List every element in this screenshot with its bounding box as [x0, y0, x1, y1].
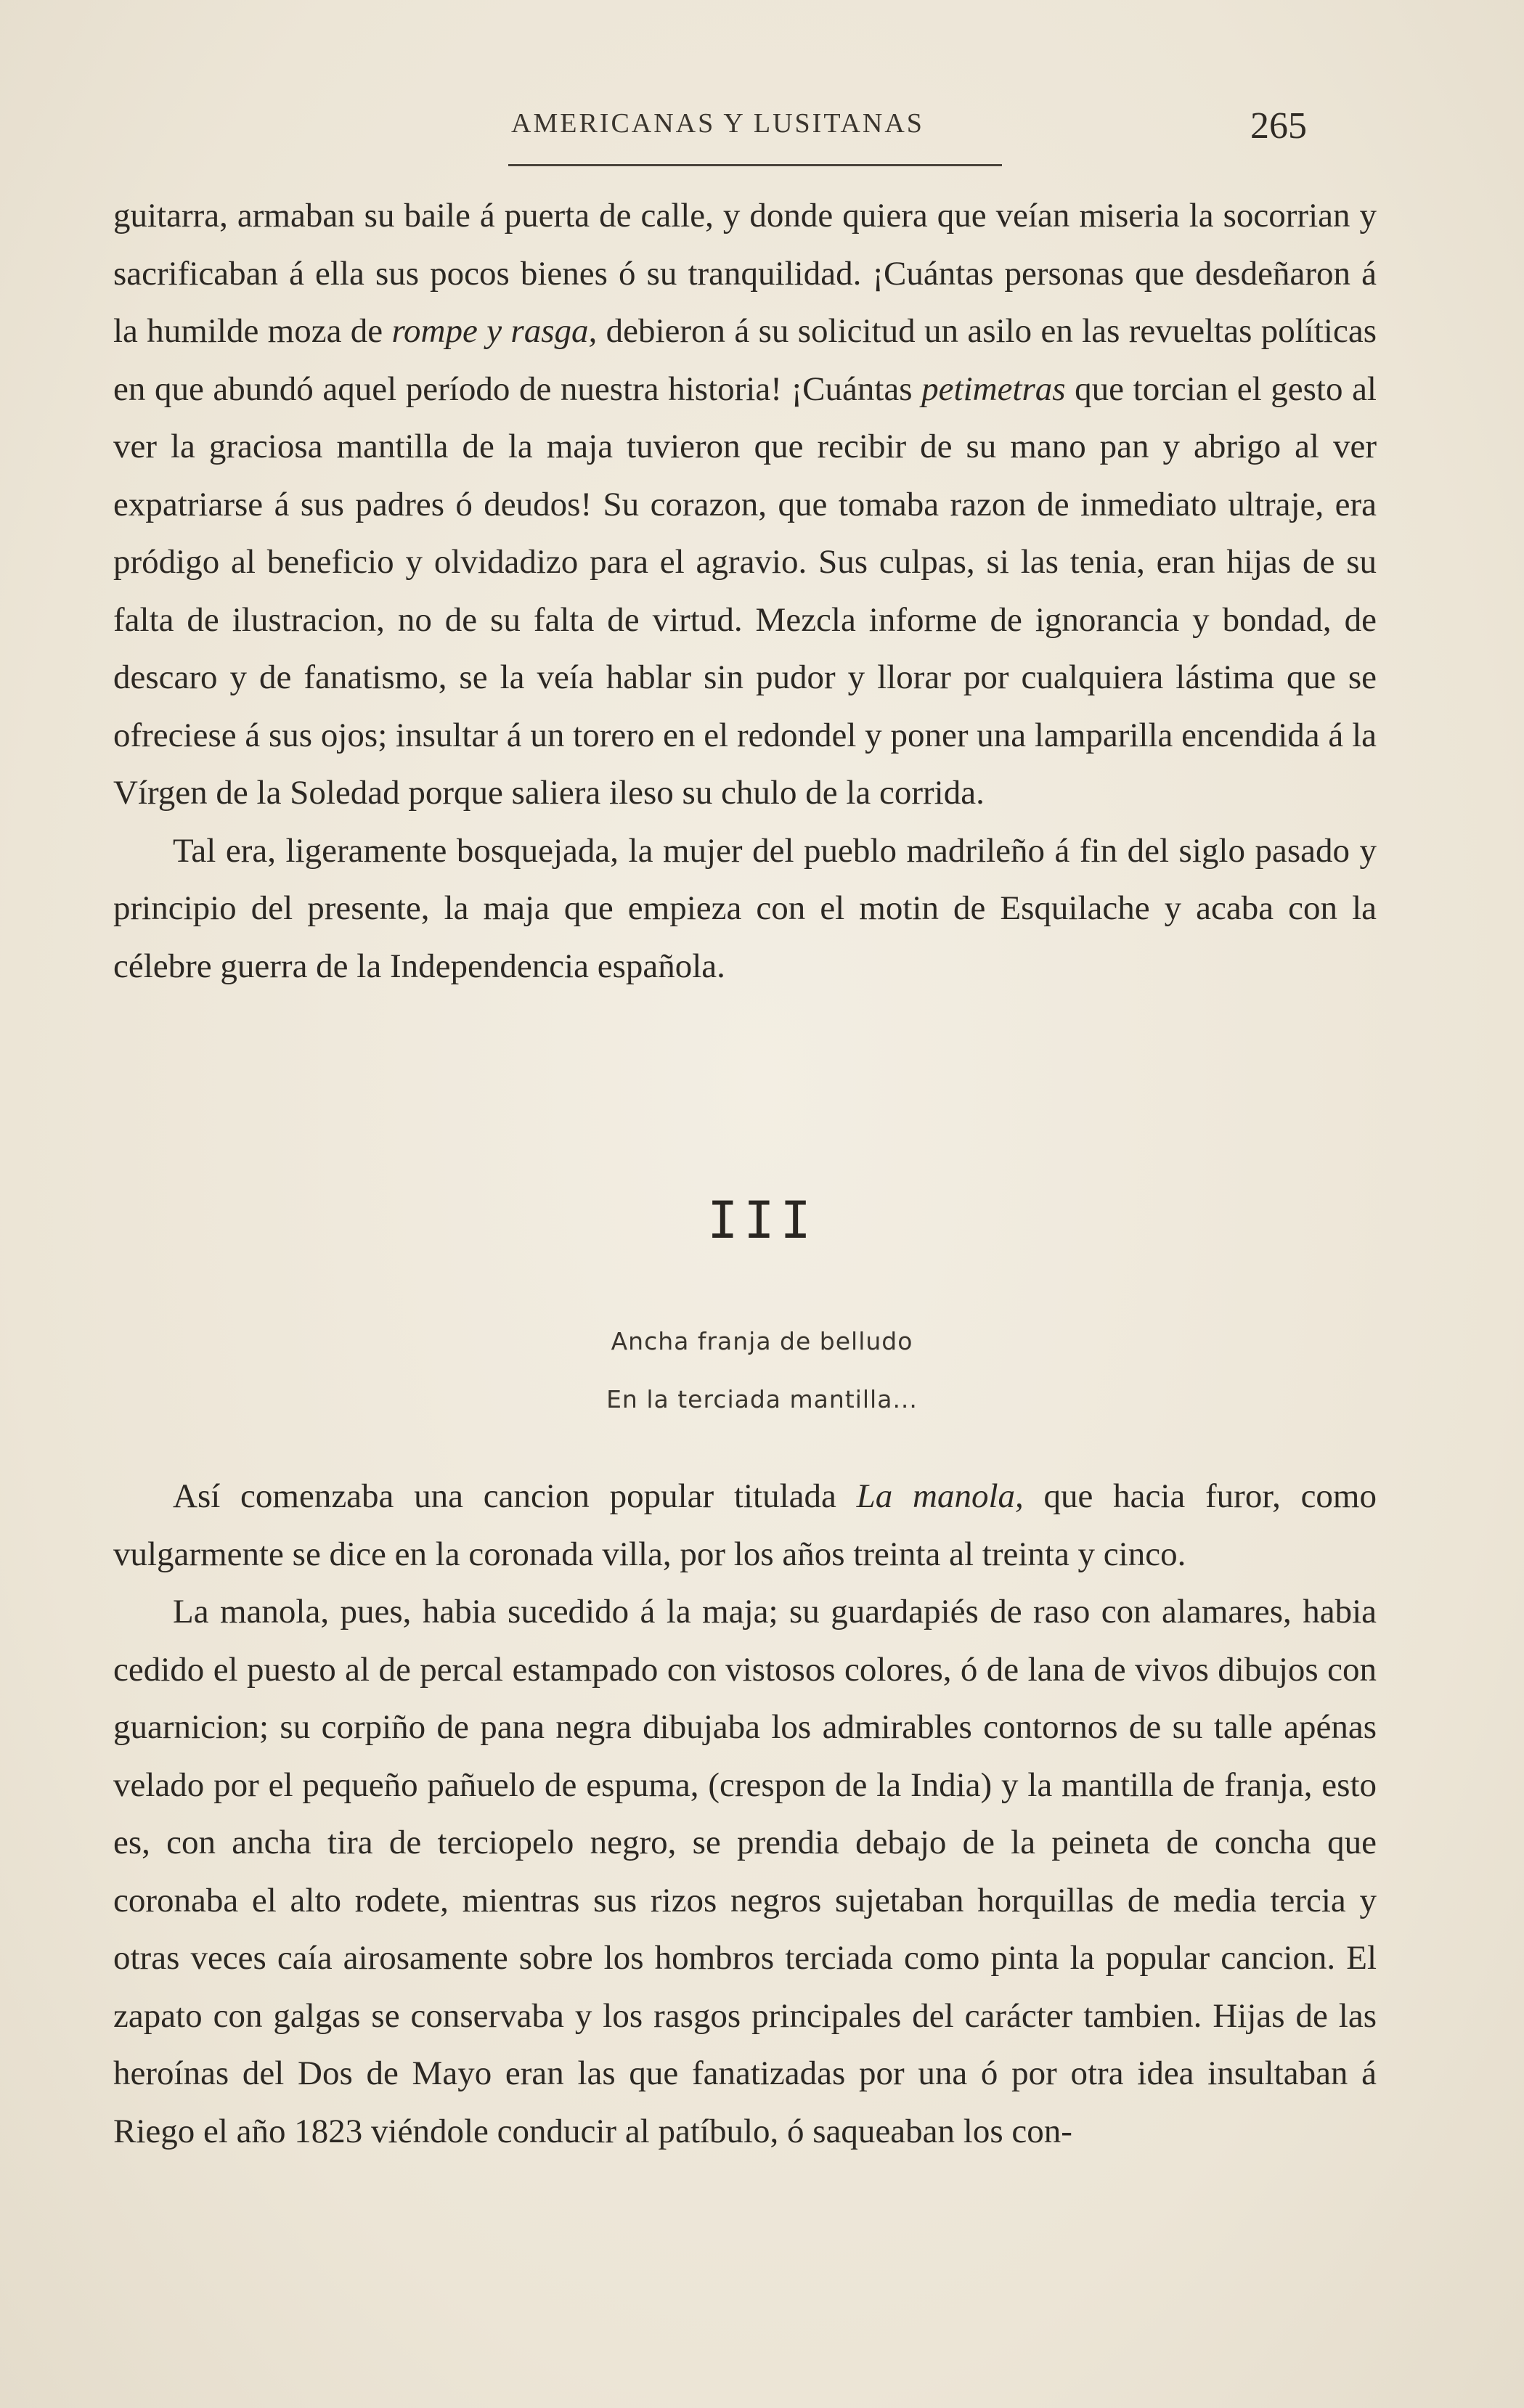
- paragraph-4: La manola, pues, habia sucedido á la maja; su guardapiés de raso con alamares, habia cedido el puesto al de percal estampado con vistosos colores, ó de lana de vivos dibujos con guarnicion; su corpiño de pana negra dibujaba los admirables contornos de su talle apénas velado por el pequeño pañuelo de espuma, (crespon de la India) y la mantilla de franja, esto es, con ancha tira de terciopelo negro, se prendia debajo de la peineta de concha que coronaba el alto rodete, mientras sus rizos negros sujetaban horquillas de media tercia y otras veces caía airosamente sobre los hombros terciada como pinta la popular cancion. El zapato con galgas se conservaba y los rasgos principales del carácter tambien. Hijas de las heroínas del Dos de Mayo eran las que fanatizadas por una ó por otra idea insultaban á Riego el año 1823 viéndole conducir al patíbulo, ó saqueaban los con-: [113, 1593, 1377, 2150]
- paragraph-1: [113, 187, 1377, 823]
- header-rule: [508, 164, 1002, 166]
- running-title: AMERICANAS Y LUSITANAS: [511, 108, 924, 139]
- lower-text-block: [113, 1468, 1377, 2160]
- epigraph: [0, 1313, 1524, 1429]
- paragraph-1-part-a: guitarra, armaban su baile á puerta de calle, y donde quiera que veían miseria la socorrian y sacrificaban á ella sus pocos bienes ó su tranquilidad. ¡Cuántas personas que desdeñaron á la humilde moza de: [113, 197, 1377, 350]
- paragraph-3: [113, 1468, 1377, 1583]
- paragraph-1-part-b: debieron á su solicitud un asilo en las revueltas políticas en que abundó aquel período de nuestra historia! ¡Cuántas: [113, 312, 1377, 408]
- upper-text-block: [113, 187, 1377, 995]
- epigraph-line-2: En la terciada mantilla...: [606, 1385, 918, 1413]
- paragraph-3-part-b: que hacia furor, como vulgarmente se dice en la coronada villa, por los años treinta al treinta y cinco.: [113, 1477, 1377, 1573]
- paragraph-2: Tal era, ligeramente bosquejada, la mujer del pueblo madrileño á fin del siglo pasado y principio del presente, la maja que empieza con el motin de Esquilache y acaba con la célebre guerra de la Independencia española.: [113, 831, 1377, 985]
- section-numeral: III: [707, 1191, 817, 1250]
- paragraph-1-italic-2: petimetras: [921, 370, 1066, 408]
- paragraph-1-italic-1: rompe y rasga,: [391, 312, 598, 350]
- paragraph-3-part-a: Así comenzaba una cancion popular titulada: [173, 1477, 857, 1515]
- paragraph-3-italic: La manola,: [856, 1477, 1024, 1515]
- page-number: 265: [1250, 105, 1307, 147]
- paragraph-1-part-c: que torcian el gesto al ver la graciosa mantilla de la maja tuvieron que recibir de su mano pan y abrigo al ver expatriarse á sus padres ó deudos! Su corazon, que tomaba razon de inmediato ultraje, era pródigo al beneficio y olvidadizo para el agravio. Sus culpas, si las tenia, eran hijas de su falta de ilustracion, no de su falta de virtud. Mezcla informe de ignorancia y bondad, de descaro y de fanatismo, se la veía hablar sin pudor y llorar por cualquiera lástima que se ofreciese á sus ojos; insultar á un torero en el redondel y poner una lamparilla encendida á la Vírgen de la Soledad porque saliera ileso su chulo de la corrida.: [113, 370, 1377, 812]
- epigraph-line-1: Ancha franja de belludo: [611, 1327, 913, 1355]
